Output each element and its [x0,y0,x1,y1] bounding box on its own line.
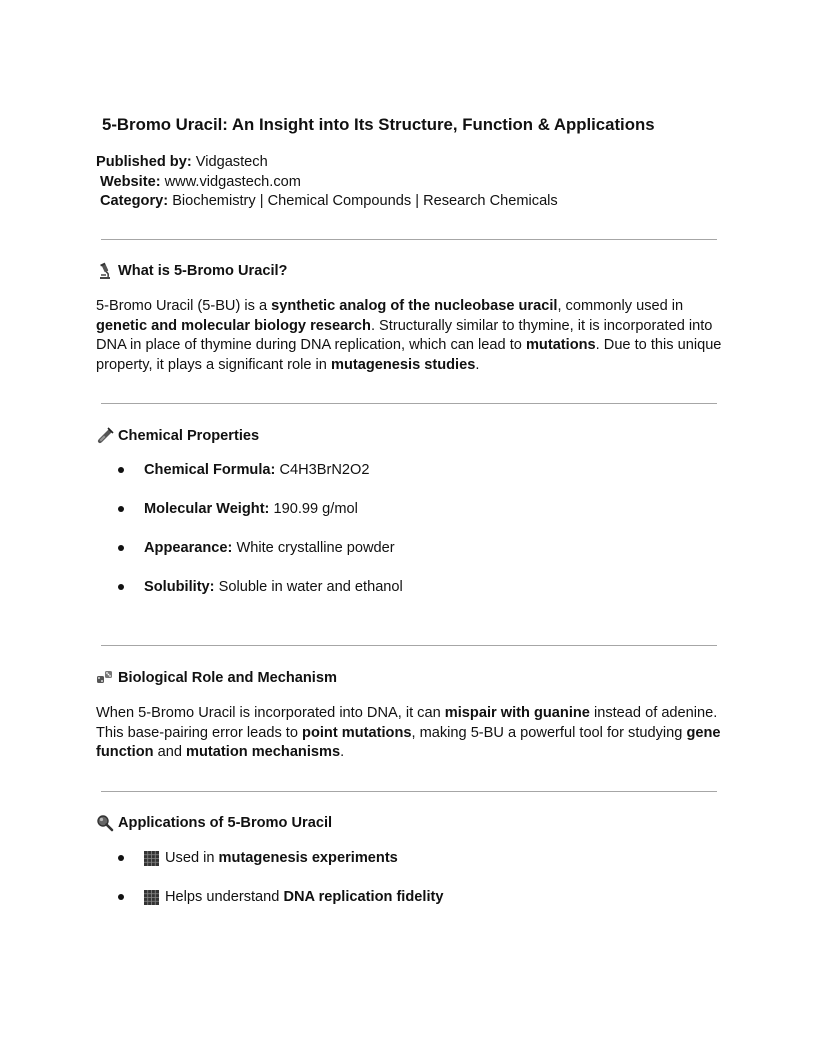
website-value: www.vidgastech.com [164,174,301,190]
property-value: 190.99 g/mol [273,501,358,517]
property-label: Molecular Weight: [144,501,270,517]
grid-icon [144,890,159,905]
website-label: Website: [100,174,161,190]
text-run: When 5-Bromo Uracil is incorporated into DNA, it can [96,705,445,721]
bullet-dot [118,467,124,473]
bullet-dot [118,584,124,590]
category-line [100,193,558,209]
property-label: Appearance: [144,540,233,556]
text-run-bold: mutagenesis studies [330,356,476,373]
list-item [118,540,395,556]
list-item [118,579,403,595]
property-label: Chemical Formula: [144,462,276,478]
bullet-dot [118,545,124,551]
property-value: White crystalline powder [236,540,395,556]
divider [101,791,717,792]
test-tube-icon [96,427,114,445]
text-run: and [153,744,187,761]
text-run-bold: genetic and molecular biology research [96,317,371,334]
bullet-dot [118,894,124,900]
text-run: . Structurally similar to thymine, it is incorporated into DNA in place of thymine during DNA replication, which can lead to [96,317,713,354]
text-run-bold: mutations [525,337,596,354]
biological-paragraph [96,704,728,763]
divider [101,239,717,240]
property-value: Soluble in water and ethanol [218,579,403,595]
text-run: . Due to this unique property, it plays a significant role in [96,337,722,373]
list-item [118,462,369,478]
section-heading-text: Biological Role and Mechanism [118,670,337,686]
text-run: instead of adenine. This base-pairing error leads to [96,705,718,741]
text-run: Helps understand [165,889,280,905]
text-run: . [475,356,480,373]
magnifier-icon [96,814,114,832]
text-run-bold: gene function [96,724,721,761]
text-run-bold: mutation mechanisms [186,744,341,761]
text-run-bold: DNA replication fidelity [283,889,444,905]
divider [101,645,717,646]
list-item [118,850,398,866]
text-run-bold: synthetic analog of the nucleobase uracil [271,298,558,314]
text-run: Used in [165,850,215,866]
property-value: C4H3BrN2O2 [279,462,370,478]
published-value: Vidgastech [195,154,268,170]
text-run: , commonly used in [557,298,684,314]
bullet-dot [118,855,124,861]
property-label: Solubility: [144,579,215,595]
section-heading-text: Chemical Properties [118,428,260,444]
section-heading-properties [96,427,259,445]
microscope-icon [96,262,114,280]
text-run: . [340,744,345,761]
section-heading-biological [96,669,337,687]
section-heading-what-is [96,262,287,280]
list-item [118,501,358,517]
website-line [100,174,301,190]
published-label: Published by: [96,154,192,170]
text-run: , making 5-BU a powerful tool for studying [411,724,687,741]
section-heading-text: Applications of 5-Bromo Uracil [118,815,333,831]
category-label: Category: [100,193,169,209]
text-run: 5-Bromo Uracil (5-BU) is a [96,298,272,314]
text-run-bold: mutagenesis experiments [218,850,398,866]
text-run-bold: mispair with guanine [444,705,590,721]
what-is-paragraph [96,297,728,375]
bullet-dot [118,506,124,512]
dna-icon [96,669,114,687]
grid-icon [144,851,159,866]
divider [101,403,717,404]
published-by-line [96,154,268,170]
document-title: 5-Bromo Uracil: An Insight into Its Structure, Function & Applications [102,115,655,134]
section-heading-applications [96,814,332,832]
section-heading-text: What is 5-Bromo Uracil? [118,263,288,279]
category-value: Biochemistry | Chemical Compounds | Research Chemicals [172,193,558,209]
text-run-bold: point mutations [302,724,412,741]
list-item [118,889,443,905]
